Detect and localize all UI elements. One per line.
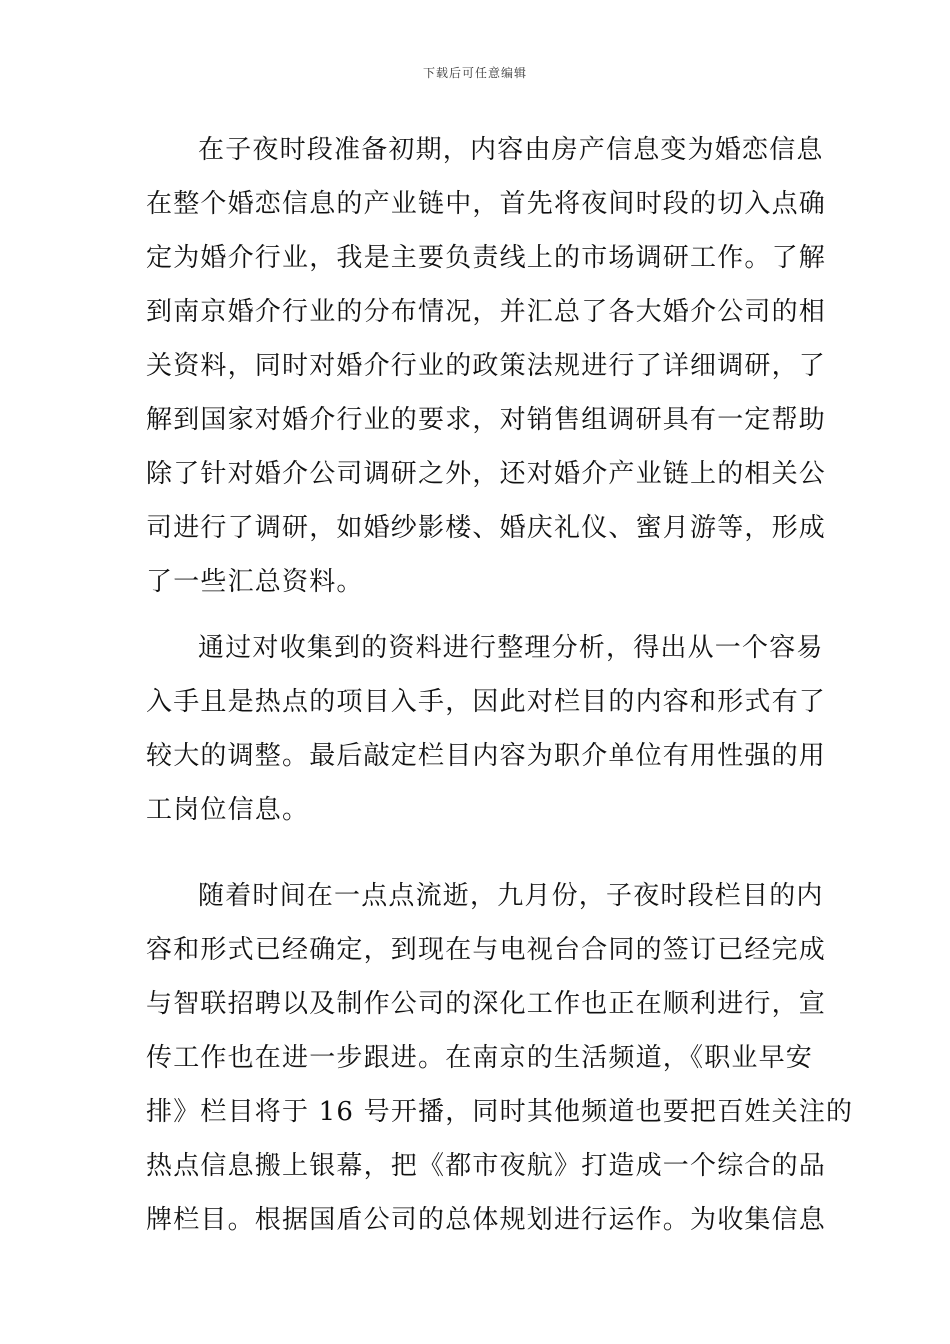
paragraph-line: 与智联招聘以及制作公司的深化工作也正在顺利进行，宣 [146, 989, 827, 1019]
paragraph-line: 传工作也在进一步跟进。在南京的生活频道，《职业早安 [146, 1043, 814, 1073]
paragraph-line: 容和形式已经确定，到现在与电视台合同的签订已经完成 [146, 935, 827, 965]
paragraph-line: 通过对收集到的资料进行整理分析，得出从一个容易 [198, 633, 824, 663]
paragraph-line: 排》栏目将于 16 号开播，同时其他频道也要把百姓关注的 [146, 1097, 854, 1127]
paragraph-line: 随着时间在一点点流逝，九月份，子夜时段栏目的内 [198, 881, 824, 911]
paragraph-line: 到南京婚介行业的分布情况，并汇总了各大婚介公司的相 [146, 297, 827, 327]
paragraph-3 [146, 869, 854, 1247]
paragraph-line: 牌栏目。根据国盾公司的总体规划进行运作。为收集信息 [146, 1205, 827, 1235]
paragraph-line: 除了针对婚介公司调研之外，还对婚介产业链上的相关公 [146, 459, 827, 489]
paragraph-line: 司进行了调研，如婚纱影楼、婚庆礼仪、蜜月游等，形成 [146, 513, 827, 543]
paragraph-line: 工岗位信息。 [146, 795, 310, 825]
paragraph-line: 在整个婚恋信息的产业链中，首先将夜间时段的切入点确 [146, 189, 827, 219]
paragraph-line: 入手且是热点的项目入手，因此对栏目的内容和形式有了 [146, 687, 827, 717]
header-note: 下载后可任意编辑 [422, 66, 527, 80]
paragraph-line: 热点信息搬上银幕，把《都市夜航》打造成一个综合的品 [146, 1151, 827, 1181]
paragraph-line: 关资料，同时对婚介行业的政策法规进行了详细调研，了 [146, 351, 827, 381]
paragraph-line: 在子夜时段准备初期，内容由房产信息变为婚恋信息 [198, 135, 824, 165]
paragraph-line: 了一些汇总资料。 [146, 567, 364, 597]
paragraph-line: 解到国家对婚介行业的要求，对销售组调研具有一定帮助 [146, 405, 827, 435]
paragraph-line: 定为婚介行业，我是主要负责线上的市场调研工作。了解 [146, 243, 827, 273]
paragraph-line: 较大的调整。最后敲定栏目内容为职介单位有用性强的用 [146, 741, 827, 771]
paragraph-1 [146, 123, 827, 609]
paragraph-2 [146, 621, 827, 837]
